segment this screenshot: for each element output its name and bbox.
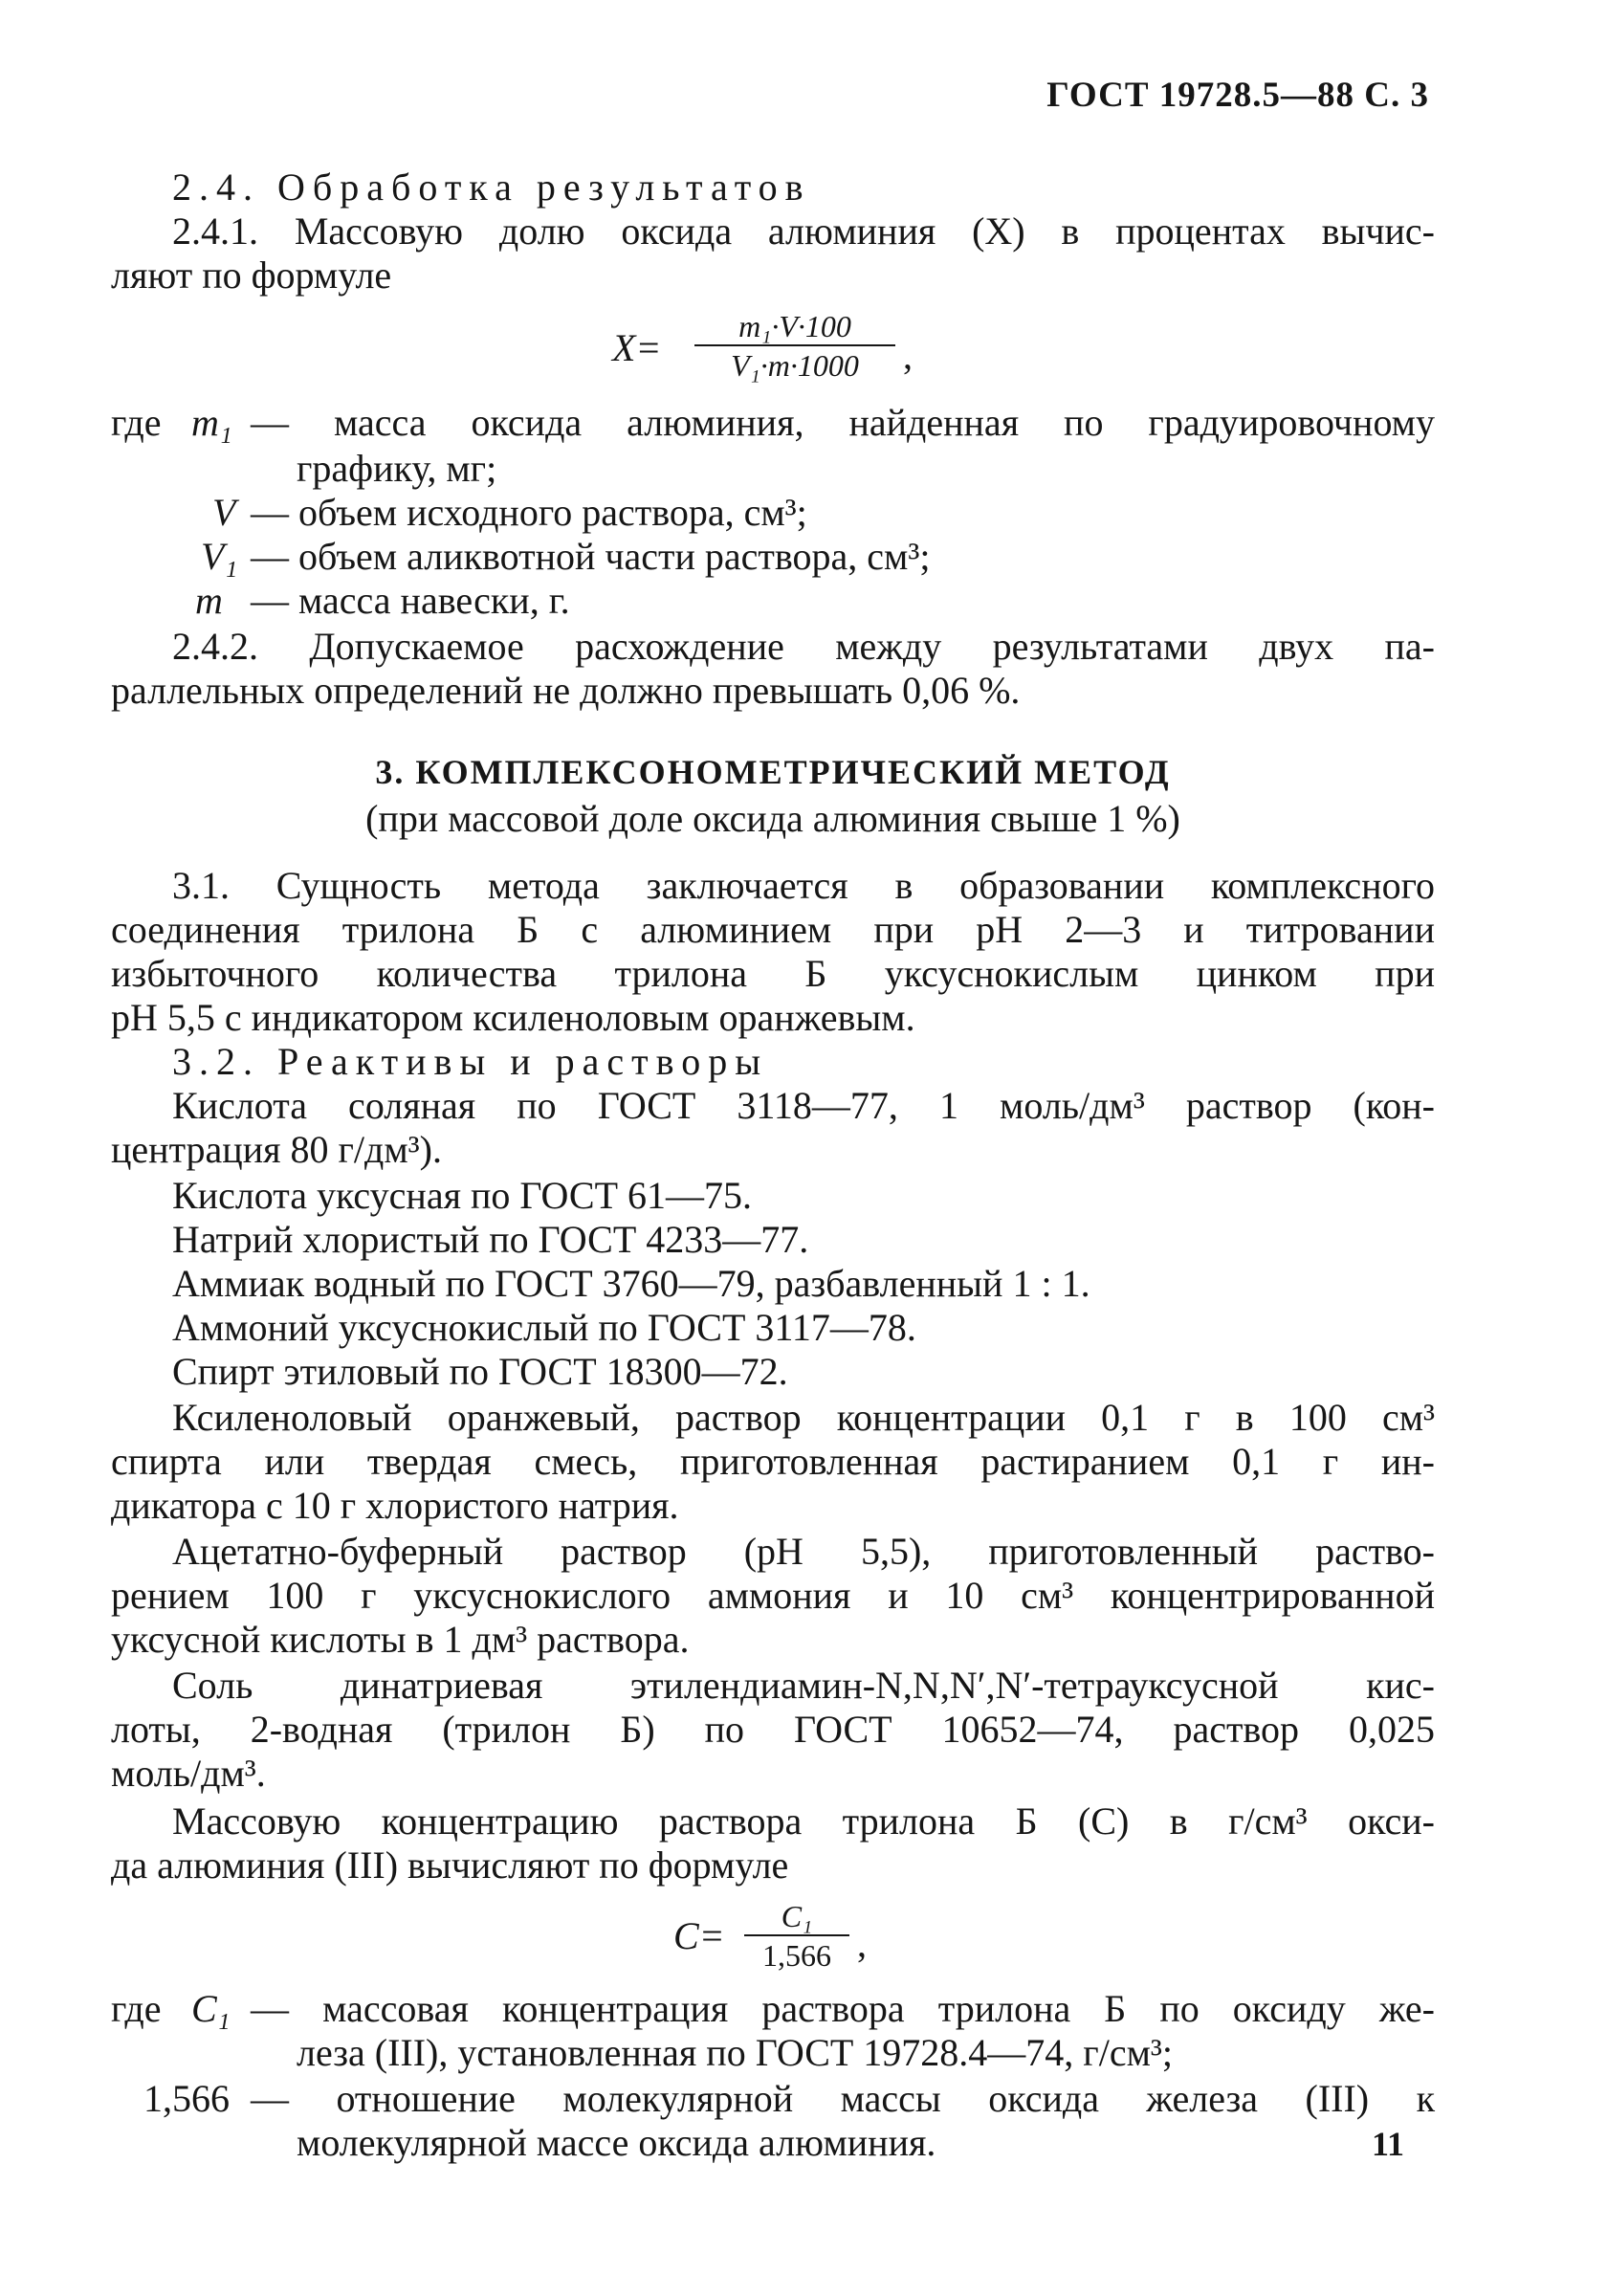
paragraph-3-1-line-1: 3.1. Сущность метода заключается в образовании комплексного bbox=[172, 864, 1435, 907]
formula-2-fraction bbox=[744, 1898, 849, 1975]
formula-1-lhs: X= bbox=[612, 326, 662, 369]
section-3-subtitle: (при массовой доле оксида алюминия свыше 1 %) bbox=[365, 797, 1180, 840]
reagent-line-3: Кислота уксусная по ГОСТ 61—75. bbox=[172, 1174, 752, 1217]
paragraph-3-1-line-3: избыточного количества трилона Б уксуснокислым цинком при bbox=[111, 952, 1435, 995]
paragraph-3-1-line-4: pH 5,5 с индикатором ксиленоловым оранжевым. bbox=[111, 996, 915, 1039]
formula-2-tail: , bbox=[857, 1922, 867, 1965]
formula-2-lhs: C= bbox=[673, 1914, 725, 1957]
formula-1-fraction bbox=[694, 308, 895, 385]
def2-text-1566: — отношение молекулярной массы оксида железа (III) к bbox=[251, 2077, 1435, 2120]
reagent-line-10: дикатора с 10 г хлористого натрия. bbox=[111, 1484, 679, 1527]
def2-text-C1-cont: леза (III), установленная по ГОСТ 19728.4—74, г/см³; bbox=[297, 2031, 1173, 2074]
reagent-line-14: Соль динатриевая этилендиамин-N,N,N′,N′-тетрауксусной кис- bbox=[172, 1664, 1435, 1707]
where-label-2: где bbox=[111, 1987, 162, 2030]
formula-2-denominator: 1,566 bbox=[762, 1938, 831, 1973]
reagent-line-2: центрация 80 г/дм³). bbox=[111, 1128, 442, 1171]
where-label: где bbox=[111, 401, 162, 444]
paragraph-2-4-1-line-1: 2.4.1. Массовую долю оксида алюминия (X) в процентах вычис- bbox=[172, 210, 1435, 253]
reagent-line-18: да алюминия (III) вычисляют по формуле bbox=[111, 1843, 789, 1887]
def-symbol-m: m bbox=[195, 579, 223, 622]
def-symbol-m1: m₁ bbox=[191, 401, 232, 444]
section-heading-2-4: 2.4. Обработка результатов bbox=[172, 166, 811, 209]
formula-1-numerator: m₁·V·100 bbox=[694, 308, 895, 346]
paragraph-2-4-2-line-1: 2.4.2. Допускаемое расхождение между результатами двух па- bbox=[172, 625, 1435, 668]
formula-1-tail: , bbox=[903, 334, 913, 377]
page-number: 11 bbox=[1372, 2125, 1405, 2163]
def-text-V: — объем исходного раствора, см³; bbox=[251, 491, 807, 534]
def-text-V1: — объем аликвотной части раствора, см³; bbox=[251, 535, 931, 578]
reagent-line-1: Кислота соляная по ГОСТ 3118—77, 1 моль/дм³ раствор (кон- bbox=[172, 1084, 1435, 1127]
section-3-title: 3. КОМПЛЕКСОНОМЕТРИЧЕСКИЙ МЕТОД bbox=[375, 753, 1171, 791]
reagent-line-12: рением 100 г уксуснокислого аммония и 10 см³ концентрированной bbox=[111, 1574, 1435, 1617]
paragraph-2-4-2-line-2: раллельных определений не должно превышать 0,06 %. bbox=[111, 669, 1021, 712]
def2-symbol-C1: C₁ bbox=[191, 1987, 231, 2030]
reagent-line-6: Аммоний уксуснокислый по ГОСТ 3117—78. bbox=[172, 1306, 916, 1349]
def2-text-C1: — массовая концентрация раствора трилона Б по оксиду же- bbox=[251, 1987, 1435, 2030]
formula-1-denominator: V₁·m·1000 bbox=[731, 348, 859, 383]
def-text-m1-cont: графику, мг; bbox=[297, 447, 497, 490]
formula-2-numerator: C₁ bbox=[744, 1898, 849, 1936]
reagent-line-17: Массовую концентрацию раствора трилона Б (С) в г/см³ окси- bbox=[172, 1799, 1435, 1843]
reagent-line-8: Ксиленоловый оранжевый, раствор концентрации 0,1 г в 100 см³ bbox=[172, 1396, 1435, 1439]
paragraph-3-1-line-2: соединения трилона Б с алюминием при pH 2—3 и титровании bbox=[111, 908, 1435, 951]
def-symbol-V: V bbox=[212, 491, 236, 534]
page-header: ГОСТ 19728.5—88 С. 3 bbox=[1046, 76, 1429, 115]
reagent-line-4: Натрий хлористый по ГОСТ 4233—77. bbox=[172, 1218, 809, 1261]
reagent-line-7: Спирт этиловый по ГОСТ 18300—72. bbox=[172, 1350, 788, 1393]
reagent-line-13: уксусной кислоты в 1 дм³ раствора. bbox=[111, 1618, 690, 1661]
def-symbol-V1: V₁ bbox=[201, 535, 238, 578]
reagent-line-5: Аммиак водный по ГОСТ 3760—79, разбавленный 1 : 1. bbox=[172, 1262, 1090, 1305]
reagent-line-11: Ацетатно-буферный раствор (pH 5,5), приготовленный раство- bbox=[172, 1530, 1435, 1573]
reagent-line-16: моль/дм³. bbox=[111, 1752, 266, 1795]
def2-text-1566-cont: молекулярной массе оксида алюминия. bbox=[297, 2121, 936, 2164]
reagent-line-15: лоты, 2-водная (трилон Б) по ГОСТ 10652—74, раствор 0,025 bbox=[111, 1708, 1435, 1751]
def-text-m1: — масса оксида алюминия, найденная по градуировочному bbox=[251, 401, 1435, 444]
paragraph-2-4-1-line-2: ляют по формуле bbox=[111, 254, 392, 297]
def-text-m: — масса навески, г. bbox=[251, 579, 570, 622]
section-heading-3-2: 3.2. Реактивы и растворы bbox=[172, 1040, 769, 1083]
def2-symbol-1566: 1,566 bbox=[143, 2077, 230, 2120]
reagent-line-9: спирта или твердая смесь, приготовленная растиранием 0,1 г ин- bbox=[111, 1440, 1435, 1483]
